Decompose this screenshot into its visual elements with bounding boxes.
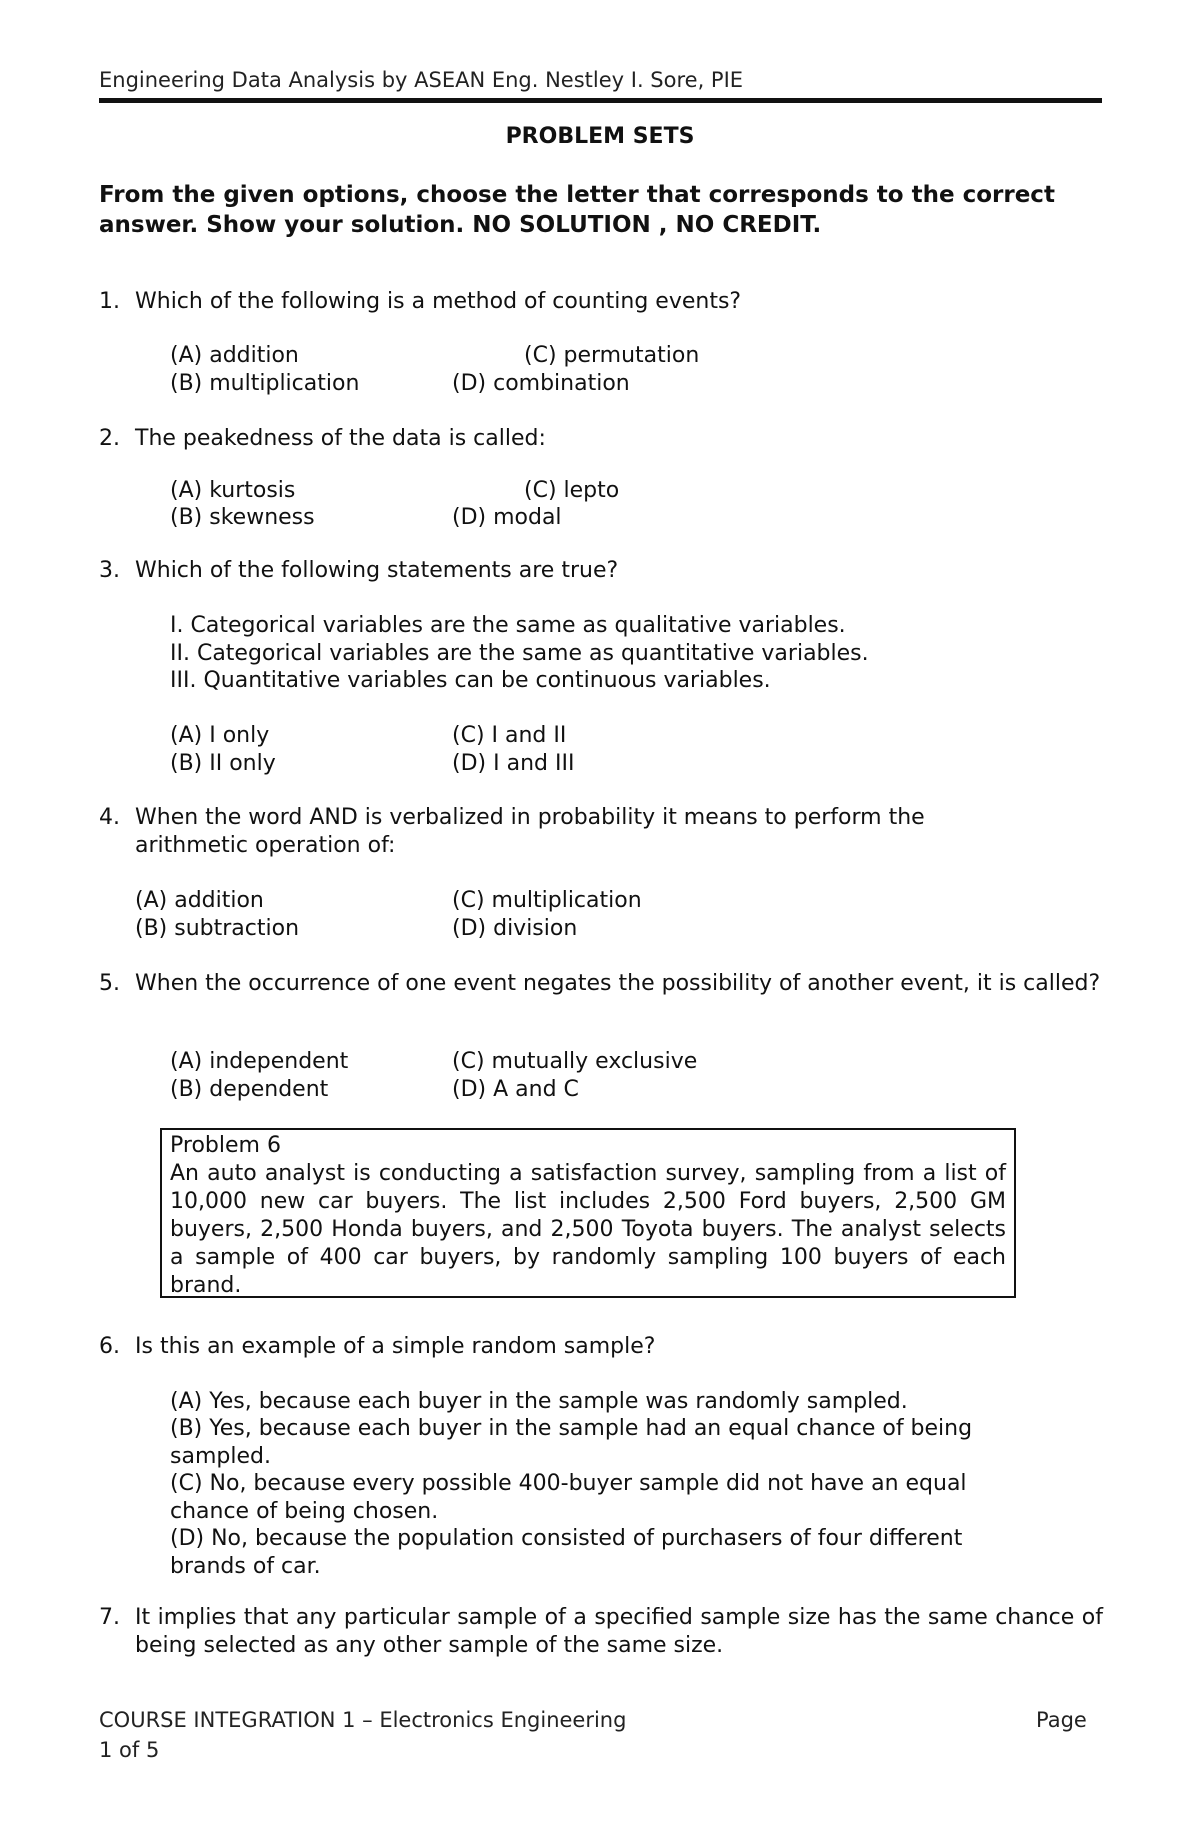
question-text: When the word AND is verbalized in probability it means to perform the arithmetic operation of:: [135, 805, 925, 858]
option-b: (B) multiplication: [170, 371, 360, 396]
option-b: (B) subtraction: [135, 916, 300, 941]
statement-3: III. Quantitative variables can be continuous variables.: [170, 668, 771, 693]
option-a: (A) I only: [170, 723, 270, 748]
question-number: 5.: [99, 971, 120, 996]
option-c: (C) lepto: [524, 478, 620, 503]
header-rule: [99, 98, 1102, 103]
footer-page-label: Page: [1036, 1708, 1087, 1732]
footer-course: COURSE INTEGRATION 1 – Electronics Engineering: [99, 1708, 627, 1732]
option-d: (D) No, because the population consisted of purchasers of four different brands of car.: [170, 1526, 963, 1579]
option-c: (C) mutually exclusive: [452, 1049, 698, 1074]
option-b: (B) Yes, because each buyer in the sample had an equal chance of being sampled.: [170, 1416, 973, 1469]
option-d: (D) I and III: [452, 751, 575, 776]
option-a: (A) kurtosis: [170, 478, 296, 503]
option-c: (C) I and II: [452, 723, 567, 748]
option-a: (A) Yes, because each buyer in the sample was randomly sampled.: [170, 1389, 908, 1414]
footer-page-number: 1 of 5: [99, 1738, 160, 1762]
option-a: (A) addition: [170, 343, 299, 368]
question-text: Which of the following statements are true?: [135, 558, 619, 583]
option-c: (C) multiplication: [452, 888, 642, 913]
question-text: It implies that any particular sample of a specified sample size has the same chance of being selected as any other sample of the same size.: [135, 1605, 1103, 1658]
question-text: When the occurrence of one event negates the possibility of another event, it is called?: [135, 971, 1101, 996]
option-b: (B) II only: [170, 751, 276, 776]
option-c: (C) No, because every possible 400-buyer sample did not have an equal chance of being chosen.: [170, 1471, 967, 1524]
option-c: (C) permutation: [524, 343, 700, 368]
question-number: 7.: [99, 1605, 120, 1630]
statement-2: II. Categorical variables are the same as quantitative variables.: [170, 641, 869, 666]
page-title: PROBLEM SETS: [505, 124, 695, 149]
problem-6-title: Problem 6: [170, 1133, 281, 1158]
option-d: (D) modal: [452, 505, 562, 530]
statement-1: I. Categorical variables are the same as qualitative variables.: [170, 613, 846, 638]
option-b: (B) skewness: [170, 505, 315, 530]
option-d: (D) A and C: [452, 1077, 579, 1102]
option-a: (A) independent: [170, 1049, 349, 1074]
instructions: From the given options, choose the letter that corresponds to the correct answer. Show your solution. NO SOLUTION , NO CREDIT.: [99, 182, 1055, 238]
problem-6-box: [160, 1128, 1016, 1298]
option-b: (B) dependent: [170, 1077, 329, 1102]
page-header: Engineering Data Analysis by ASEAN Eng. Nestley I. Sore, PIE: [99, 68, 744, 92]
option-a: (A) addition: [135, 888, 264, 913]
problem-6-body: An auto analyst is conducting a satisfaction survey, sampling from a list of 10,000 new car buyers. The list includes 2,500 Ford buyers, 2,500 GM buyers, 2,500 Honda buyers, and 2,500 Toyota buyers. The analyst selects a sample of 400 car buyers, by randomly sampling 100 buyers of each brand.: [170, 1161, 1006, 1298]
question-number: 3.: [99, 558, 120, 583]
question-number: 4.: [99, 805, 120, 830]
question-number: 2.: [99, 426, 120, 451]
question-number: 1.: [99, 289, 120, 314]
option-d: (D) combination: [452, 371, 630, 396]
question-text: Which of the following is a method of counting events?: [135, 289, 742, 314]
question-text: The peakedness of the data is called:: [135, 426, 546, 451]
question-text: Is this an example of a simple random sample?: [135, 1334, 656, 1359]
question-number: 6.: [99, 1334, 120, 1359]
option-d: (D) division: [452, 916, 578, 941]
